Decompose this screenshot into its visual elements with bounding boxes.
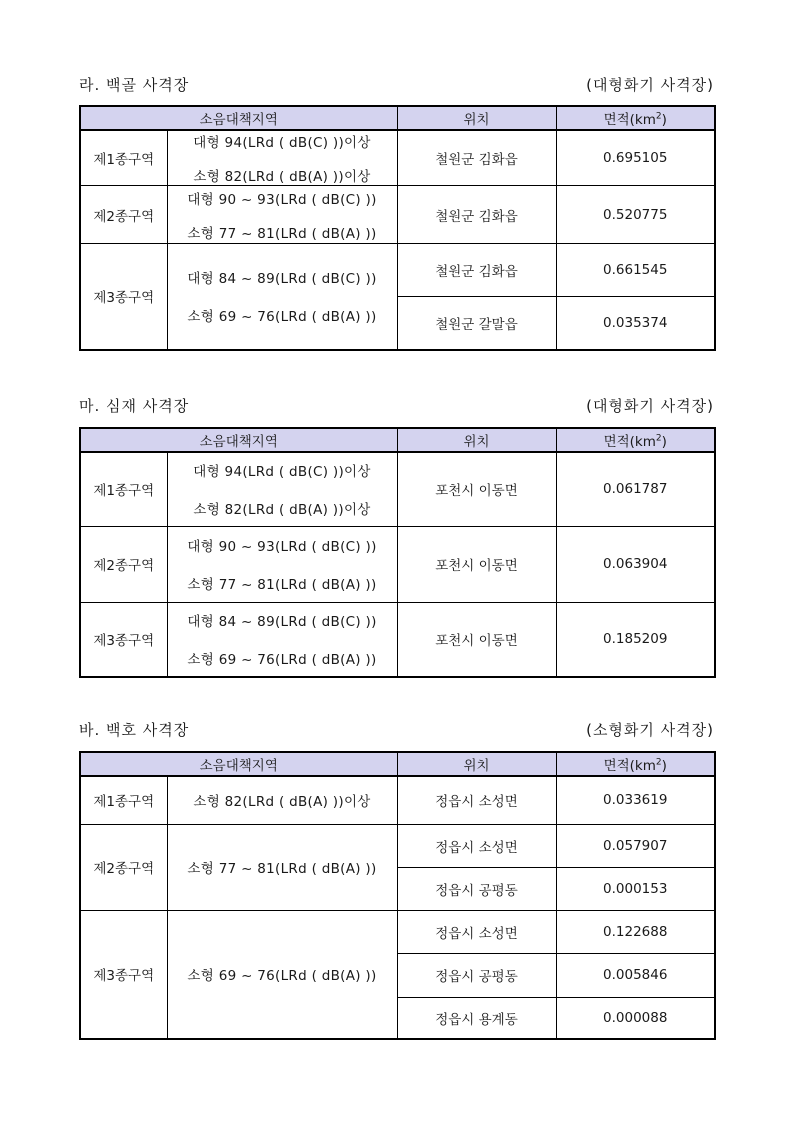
criteria-cell: 소형 69 ~ 76(LRd ( dB(A) )) <box>167 910 397 1039</box>
table-row <box>80 452 715 526</box>
criteria-cell: 대형 94(LRd ( dB(C) ))이상 소형 82(LRd ( dB(A) ))이상 <box>167 130 397 186</box>
zone-cell: 제2종구역 <box>80 824 167 910</box>
zone-cell: 제3종구역 <box>80 244 167 350</box>
header-location: 위치 <box>397 106 556 130</box>
location-cell: 포천시 이동면 <box>397 452 556 526</box>
location-cell: 철원군 갈말읍 <box>397 297 556 350</box>
header-zone: 소음대책지역 <box>80 752 397 776</box>
table-row <box>80 776 715 824</box>
section-title: 바. 백호 사격장 <box>79 721 190 739</box>
area-cell: 0.035374 <box>556 297 715 350</box>
header-area: 면적$(km^2)$ <box>556 106 715 130</box>
section-type: (대형화기 사격장) <box>586 397 714 415</box>
table-row <box>80 602 715 677</box>
area-cell: 0.185209 <box>556 602 715 677</box>
section-header <box>79 395 714 417</box>
table-header-row <box>80 106 715 130</box>
location-cell: 정읍시 공평동 <box>397 867 556 910</box>
table-header-row <box>80 428 715 452</box>
table-row <box>80 130 715 186</box>
criteria-cell: 대형 94(LRd ( dB(C) ))이상 소형 82(LRd ( dB(A) ))이상 <box>167 452 397 526</box>
zone-cell: 제3종구역 <box>80 910 167 1039</box>
location-cell: 철원군 김화읍 <box>397 244 556 297</box>
area-cell: 0.005846 <box>556 953 715 997</box>
section-title: 라. 백골 사격장 <box>79 76 190 94</box>
section-baekho <box>79 719 714 1040</box>
zone-cell: 제3종구역 <box>80 602 167 677</box>
area-cell: 0.061787 <box>556 452 715 526</box>
noise-zone-table <box>79 751 716 1040</box>
section-header <box>79 719 714 741</box>
location-cell: 철원군 김화읍 <box>397 186 556 244</box>
area-cell: 0.057907 <box>556 824 715 867</box>
area-cell: 0.520775 <box>556 186 715 244</box>
noise-zone-table <box>79 427 716 678</box>
header-location: 위치 <box>397 752 556 776</box>
area-cell: 0.063904 <box>556 526 715 602</box>
criteria-cell: 대형 90 ~ 93(LRd ( dB(C) )) 소형 77 ~ 81(LRd ( dB(A) )) <box>167 526 397 602</box>
area-cell: 0.661545 <box>556 244 715 297</box>
section-header <box>79 74 714 96</box>
area-cell: 0.000088 <box>556 997 715 1039</box>
location-cell: 정읍시 소성면 <box>397 776 556 824</box>
header-zone: 소음대책지역 <box>80 106 397 130</box>
header-area: 면적$(km^2)$ <box>556 752 715 776</box>
header-zone: 소음대책지역 <box>80 428 397 452</box>
criteria-cell: 소형 82(LRd ( dB(A) ))이상 <box>167 776 397 824</box>
location-cell: 정읍시 소성면 <box>397 824 556 867</box>
noise-zone-table <box>79 105 716 351</box>
table-row <box>80 186 715 244</box>
location-cell: 정읍시 용계동 <box>397 997 556 1039</box>
location-cell: 정읍시 소성면 <box>397 910 556 953</box>
section-simjae <box>79 395 714 678</box>
zone-cell: 제1종구역 <box>80 452 167 526</box>
zone-cell: 제1종구역 <box>80 776 167 824</box>
table-row <box>80 824 715 867</box>
header-location: 위치 <box>397 428 556 452</box>
table-row <box>80 526 715 602</box>
criteria-cell: 대형 84 ~ 89(LRd ( dB(C) )) 소형 69 ~ 76(LRd ( dB(A) )) <box>167 602 397 677</box>
location-cell: 철원군 김화읍 <box>397 130 556 186</box>
location-cell: 포천시 이동면 <box>397 526 556 602</box>
table-row <box>80 244 715 297</box>
area-cell: 0.122688 <box>556 910 715 953</box>
zone-cell: 제2종구역 <box>80 186 167 244</box>
header-area: 면적$(km^2)$ <box>556 428 715 452</box>
area-cell: 0.000153 <box>556 867 715 910</box>
section-type: (대형화기 사격장) <box>586 76 714 94</box>
criteria-cell: 대형 84 ~ 89(LRd ( dB(C) )) 소형 69 ~ 76(LRd ( dB(A) )) <box>167 244 397 350</box>
area-cell: 0.033619 <box>556 776 715 824</box>
table-header-row <box>80 752 715 776</box>
zone-cell: 제1종구역 <box>80 130 167 186</box>
criteria-cell: 소형 77 ~ 81(LRd ( dB(A) )) <box>167 824 397 910</box>
criteria-cell: 대형 90 ~ 93(LRd ( dB(C) )) 소형 77 ~ 81(LRd ( dB(A) )) <box>167 186 397 244</box>
section-type: (소형화기 사격장) <box>586 721 714 739</box>
location-cell: 정읍시 공평동 <box>397 953 556 997</box>
table-row <box>80 910 715 953</box>
section-title: 마. 심재 사격장 <box>79 397 190 415</box>
area-cell: 0.695105 <box>556 130 715 186</box>
section-baekgol <box>79 74 714 351</box>
location-cell: 포천시 이동면 <box>397 602 556 677</box>
zone-cell: 제2종구역 <box>80 526 167 602</box>
